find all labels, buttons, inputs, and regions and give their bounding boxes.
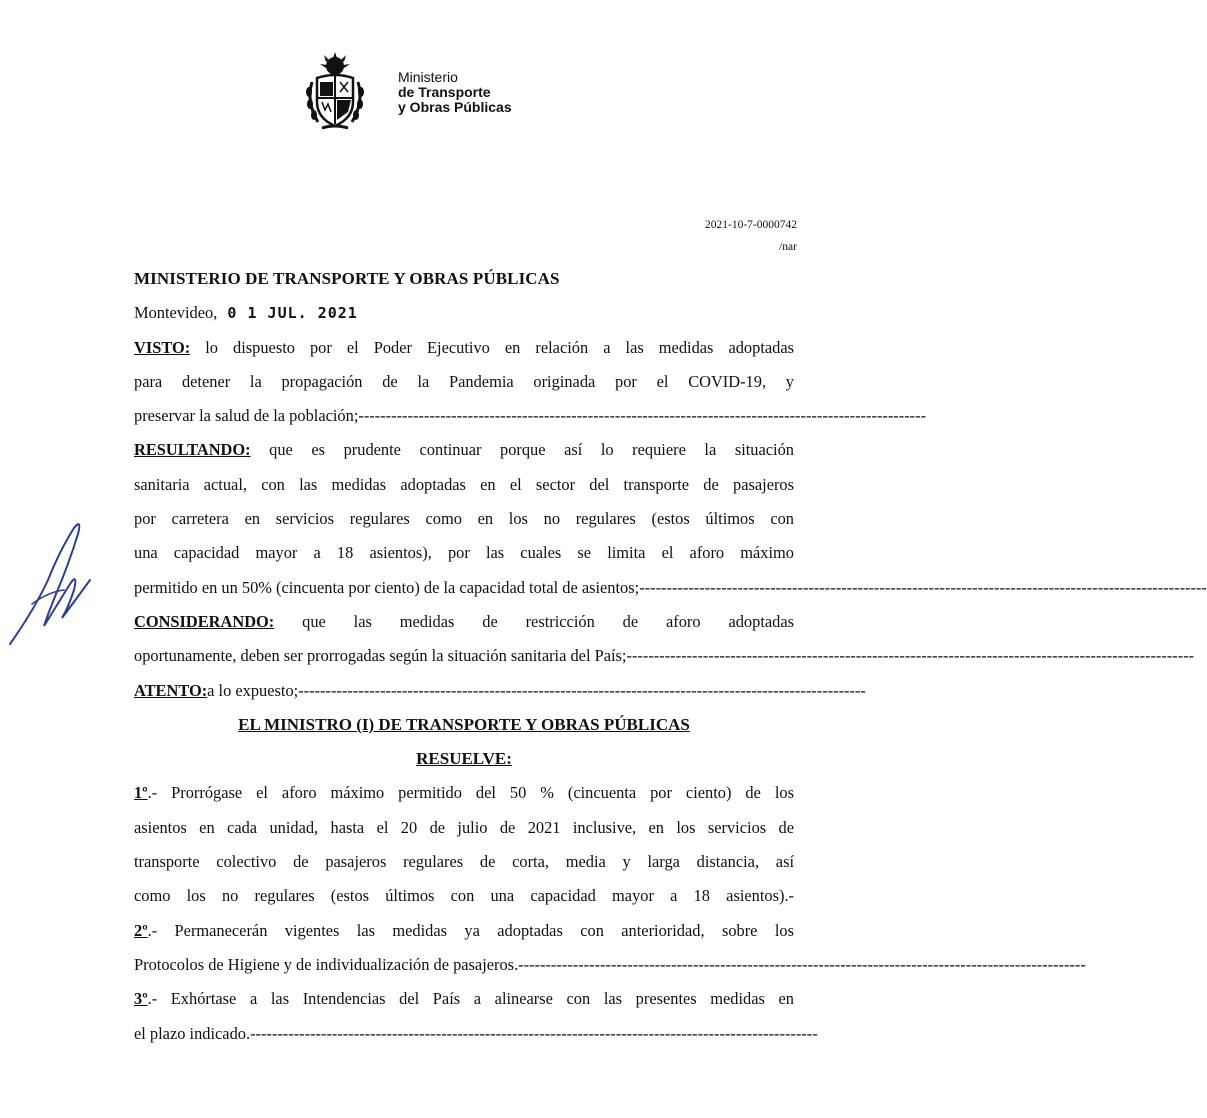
atento-line (134, 674, 866, 708)
item1-line-2: asientos en cada unidad, hasta el 20 de julio de 2021 inclusive, en los servicios de (134, 817, 794, 837)
resultando-text-5: permitido en un 50% (cincuenta por ciento) de la capacidad total de asientos; (134, 577, 640, 597)
ministry-line-1: Ministerio (398, 68, 458, 85)
minister-heading-text: EL MINISTRO (I) DE TRANSPORTE Y OBRAS PÚBLICAS (238, 714, 690, 734)
ministry-line-2: de Transporte (398, 83, 491, 100)
uruguay-coat-of-arms-icon (300, 52, 370, 132)
handwritten-signature-icon (4, 520, 96, 650)
item1-number: 1º (134, 783, 148, 803)
reference-block (705, 214, 797, 258)
place: Montevideo, (134, 303, 218, 323)
visto-text-1: lo dispuesto por el Poder Ejecutivo en relación a las medidas adoptadas (190, 337, 794, 357)
item3-number: 3º (134, 989, 148, 1009)
item1-line-4: como los no regulares (estos últimos con una capacidad mayor a 18 asientos).- (134, 886, 794, 906)
item2-text-1: .- Permanecerán vigentes las medidas ya adoptadas con anterioridad, sobre los (147, 920, 794, 940)
reference-number: 2021-10-7-0000742 (705, 219, 797, 231)
atento-label: ATENTO: (134, 680, 208, 700)
resultando-label: RESULTANDO: (134, 440, 251, 460)
filler-dashes: -------------------------------------------------------------------------------------------------------- (250, 1023, 818, 1043)
item1-text-1: .- Prorrógase el aforo máximo permitido del 50 % (cincuenta por ciento) de los (147, 783, 794, 803)
filler-dashes: -------------------------------------------------------------------------------------------------------- (639, 577, 1207, 597)
resuelve-heading (134, 742, 794, 776)
item3-line-1 (134, 982, 794, 1016)
item2-number: 2º (134, 920, 148, 940)
reference-initials: /nar (779, 241, 797, 253)
resuelve-heading-text: RESUELVE: (416, 749, 512, 769)
considerando-text-2: oportunamente, deben ser prorrogadas según la situación sanitaria del País; (134, 646, 627, 666)
item3-text-2: el plazo indicado. (134, 1023, 251, 1043)
resultando-line-3: por carretera en servicios regulares como en los no regulares (estos últimos con (134, 509, 794, 529)
date-line (134, 296, 794, 330)
visto-label: VISTO: (134, 337, 191, 357)
considerando-line-2 (134, 639, 1195, 673)
item2-line-1 (134, 914, 794, 948)
filler-dashes: -------------------------------------------------------------------------------------------------------- (358, 406, 927, 426)
letterhead (300, 52, 512, 132)
considerando-text-1: que las medidas de restricción de aforo adoptadas (274, 611, 794, 631)
visto-line-3 (134, 399, 927, 433)
atento-text: a lo expuesto; (207, 680, 299, 700)
date-stamp: 0 1 JUL. 2021 (227, 304, 358, 323)
visto-text-3: preservar la salud de la población; (134, 406, 359, 426)
considerando-label: CONSIDERANDO: (134, 611, 275, 631)
item3-line-2 (134, 1017, 818, 1051)
resolution-body (134, 262, 1207, 1051)
filler-dashes: -------------------------------------------------------------------------------------------------------- (298, 680, 866, 700)
filler-dashes: -------------------------------------------------------------------------------------------------------- (518, 954, 1086, 974)
item1-line-1 (134, 776, 794, 810)
resultando-line-1 (134, 433, 794, 467)
visto-line-1 (134, 331, 794, 365)
ministry-name (398, 70, 512, 115)
considerando-line-1 (134, 605, 794, 639)
minister-heading (134, 708, 794, 742)
visto-line-2: para detener la propagación de la Pandemia originada por el COVID-19, y (134, 371, 794, 391)
item2-line-2 (134, 948, 1086, 982)
item2-text-2: Protocolos de Higiene y de individualización de pasajeros. (134, 954, 519, 974)
document-title: MINISTERIO DE TRANSPORTE Y OBRAS PÚBLICAS (134, 269, 560, 288)
ministry-line-3: y Obras Públicas (398, 98, 512, 115)
resultando-line-4: una capacidad mayor a 18 asientos), por las cuales se limita el aforo máximo (134, 543, 794, 563)
resultando-text-1: que es prudente continuar porque así lo requiere la situación (250, 440, 794, 460)
item1-line-3: transporte colectivo de pasajeros regulares de corta, media y larga distancia, así (134, 852, 794, 872)
item3-text-1: .- Exhórtase a las Intendencias del País a alinearse con las presentes medidas en (147, 989, 794, 1009)
filler-dashes: -------------------------------------------------------------------------------------------------------- (626, 646, 1195, 666)
resultando-line-2: sanitaria actual, con las medidas adoptadas en el sector del transporte de pasajeros (134, 474, 794, 494)
resultando-line-5 (134, 571, 1207, 605)
